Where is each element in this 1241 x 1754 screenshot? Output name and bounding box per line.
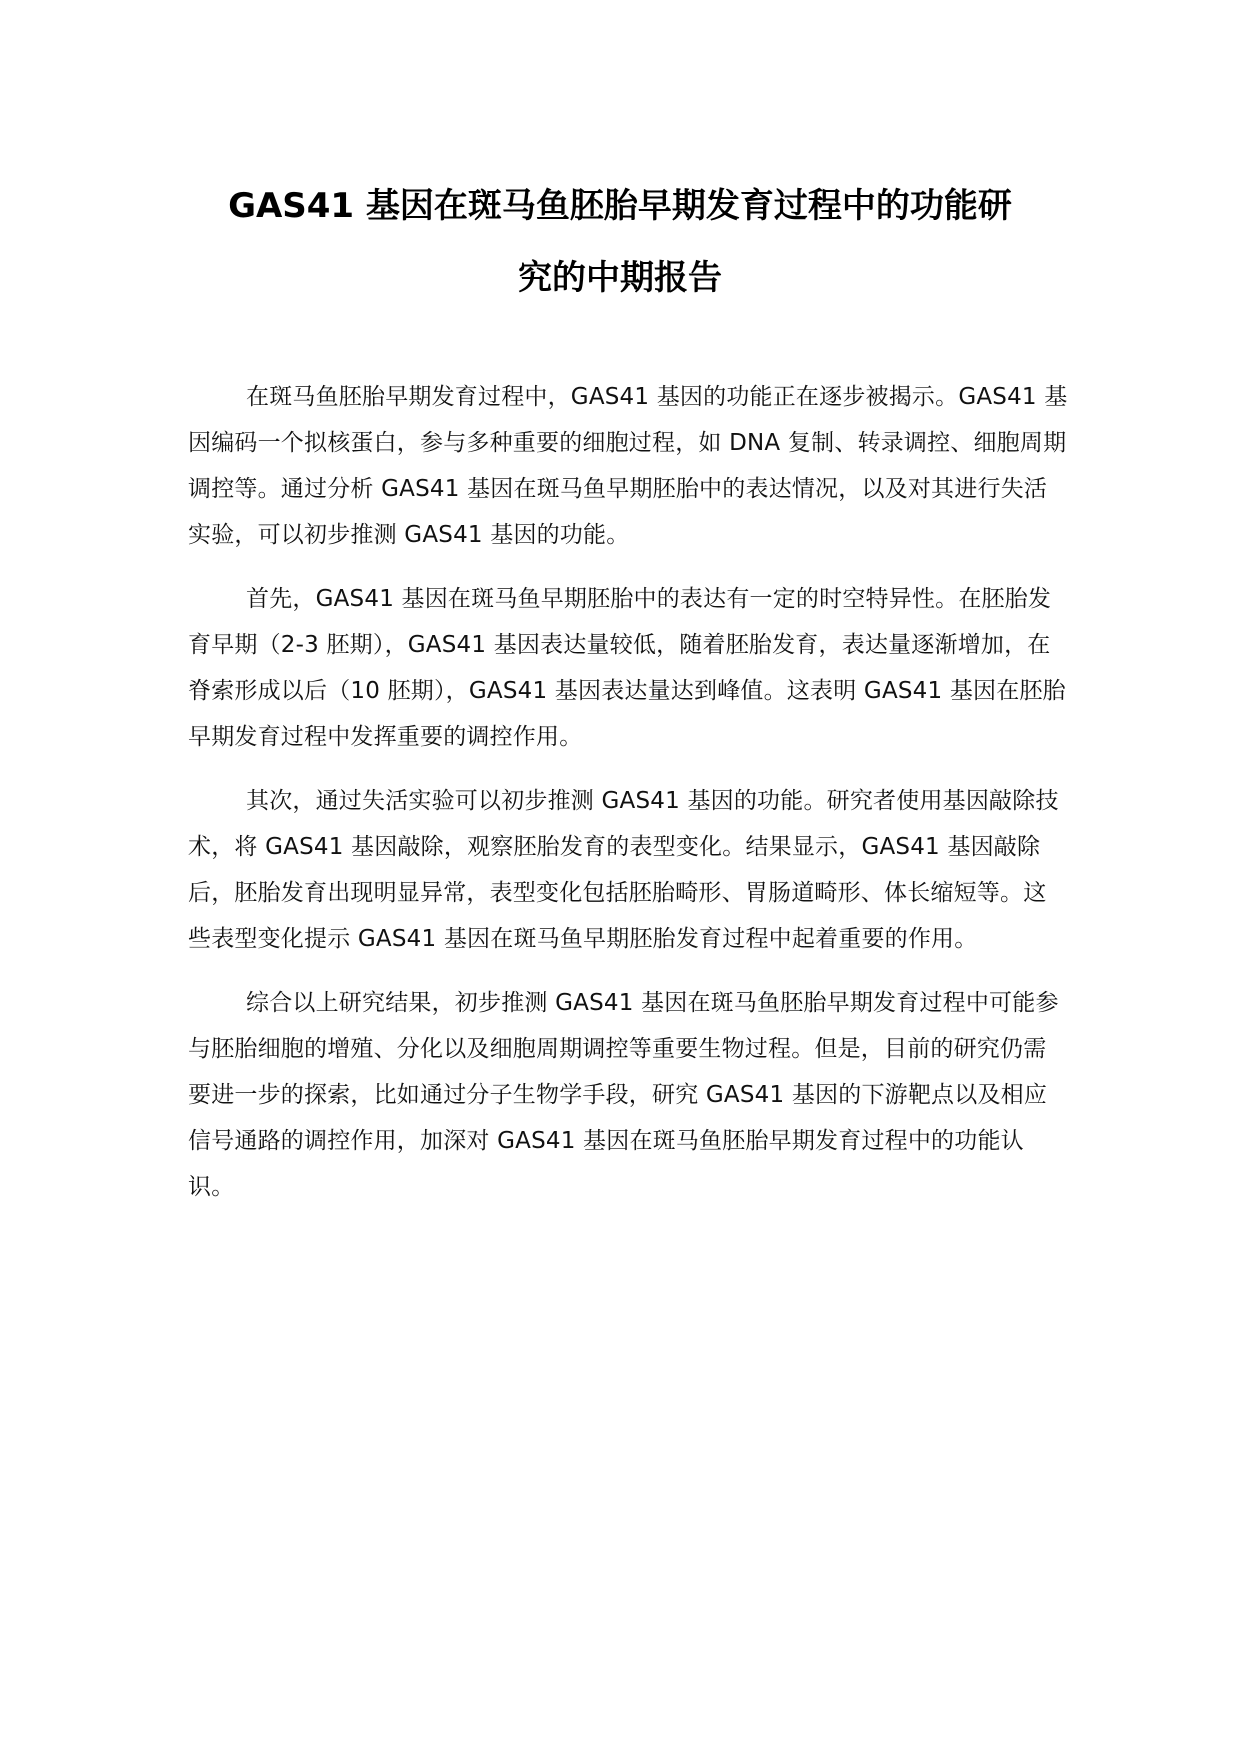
- title-line-2: 究的中期报告: [518, 258, 722, 298]
- title-line-1: GAS41 基因在斑马鱼胚胎早期发育过程中的功能研: [228, 186, 1012, 226]
- document-body: [188, 374, 1068, 1228]
- paragraph-4: 综合以上研究结果，初步推测 GAS41 基因在斑马鱼胚胎早期发育过程中可能参与胚胎细胞的增殖、分化以及细胞周期调控等重要生物过程。但是，目前的研究仍需要进一步的探索，比如通过分子生物学手段，研究 GAS41 基因的下游靶点以及相应信号通路的调控作用，加深对 GAS41 基因在斑马鱼胚胎早期发育过程中的功能认识。: [188, 990, 1059, 1200]
- paragraph-3: 其次，通过失活实验可以初步推测 GAS41 基因的功能。研究者使用基因敲除技术，将 GAS41 基因敲除，观察胚胎发育的表型变化。结果显示，GAS41 基因敲除后，胚胎发育出现明显异常，表型变化包括胚胎畸形、胃肠道畸形、体长缩短等。这些表型变化提示 GAS41 基因在斑马鱼早期胚胎发育过程中起着重要的作用。: [188, 788, 1059, 952]
- document-title: [180, 170, 1060, 314]
- paragraph-2: 首先，GAS41 基因在斑马鱼早期胚胎中的表达有一定的时空特异性。在胚胎发育早期（2-3 胚期），GAS41 基因表达量较低，随着胚胎发育，表达量逐渐增加，在脊索形成以后（10 胚期），GAS41 基因表达量达到峰值。这表明 GAS41 基因在胚胎早期发育过程中发挥重要的调控作用。: [188, 586, 1066, 750]
- paragraph-1: 在斑马鱼胚胎早期发育过程中，GAS41 基因的功能正在逐步被揭示。GAS41 基因编码一个拟核蛋白，参与多种重要的细胞过程，如 DNA 复制、转录调控、细胞周期调控等。通过分析 GAS41 基因在斑马鱼早期胚胎中的表达情况，以及对其进行失活实验，可以初步推测 GAS41 基因的功能。: [188, 384, 1068, 548]
